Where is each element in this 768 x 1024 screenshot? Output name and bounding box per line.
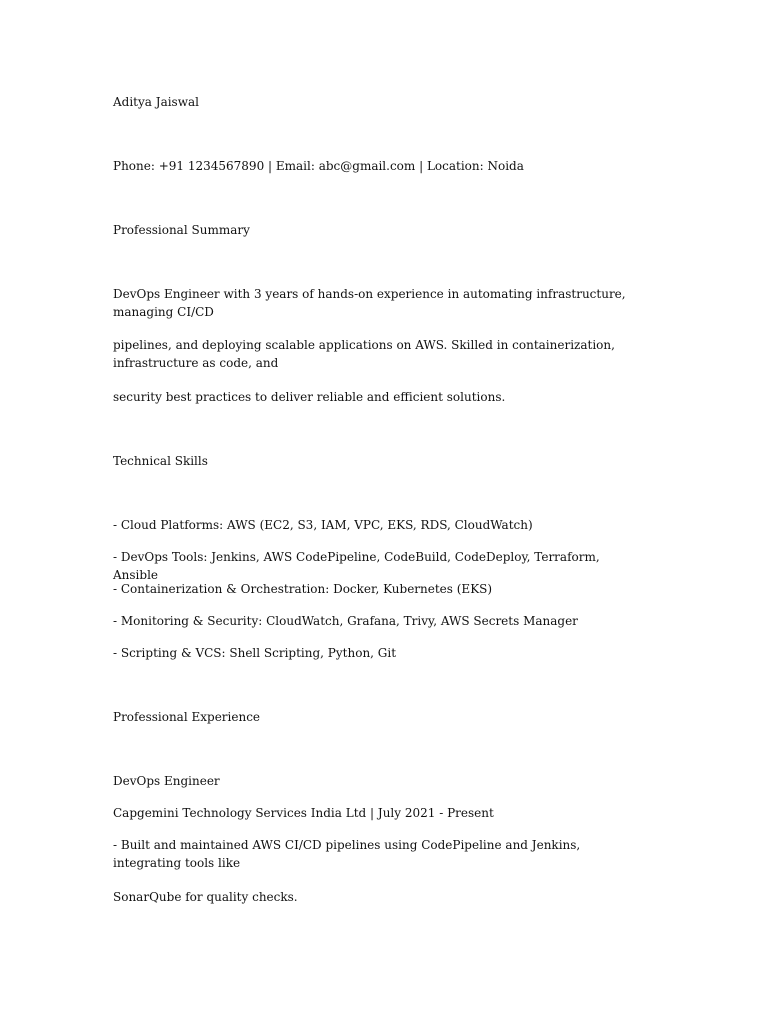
- skills-heading: Technical Skills: [113, 454, 208, 468]
- skill-item: - Monitoring & Security: CloudWatch, Grafana, Trivy, AWS Secrets Manager: [113, 614, 578, 628]
- candidate-name: Aditya Jaiswal: [113, 95, 199, 109]
- job-title: DevOps Engineer: [113, 774, 220, 788]
- company-line: Capgemini Technology Services India Ltd | July 2021 - Present: [113, 806, 494, 820]
- contact-line: Phone: +91 1234567890 | Email: abc@gmail.com | Location: Noida: [113, 159, 524, 173]
- summary-heading: Professional Summary: [113, 223, 250, 237]
- skill-item: - Containerization & Orchestration: Docker, Kubernetes (EKS): [113, 582, 493, 596]
- summary-paragraph: security best practices to deliver reliable and efficient solutions.: [113, 390, 506, 404]
- skill-item: - Cloud Platforms: AWS (EC2, S3, IAM, VPC, EKS, RDS, CloudWatch): [113, 518, 533, 532]
- experience-bullet: - Built and maintained AWS CI/CD pipelines using CodePipeline and Jenkins, integrating tools like: [113, 838, 581, 870]
- experience-heading: Professional Experience: [113, 710, 261, 724]
- experience-bullet: SonarQube for quality checks.: [113, 890, 298, 904]
- skill-item: - Scripting & VCS: Shell Scripting, Python, Git: [113, 646, 397, 660]
- skill-item: - DevOps Tools: Jenkins, AWS CodePipeline, CodeBuild, CodeDeploy, Terraform, Ansible: [113, 550, 600, 582]
- summary-paragraph: DevOps Engineer with 3 years of hands-on experience in automating infrastructure, managing CI/CD: [113, 287, 626, 319]
- summary-paragraph: pipelines, and deploying scalable applications on AWS. Skilled in containerization, infrastructure as code, and: [113, 338, 615, 370]
